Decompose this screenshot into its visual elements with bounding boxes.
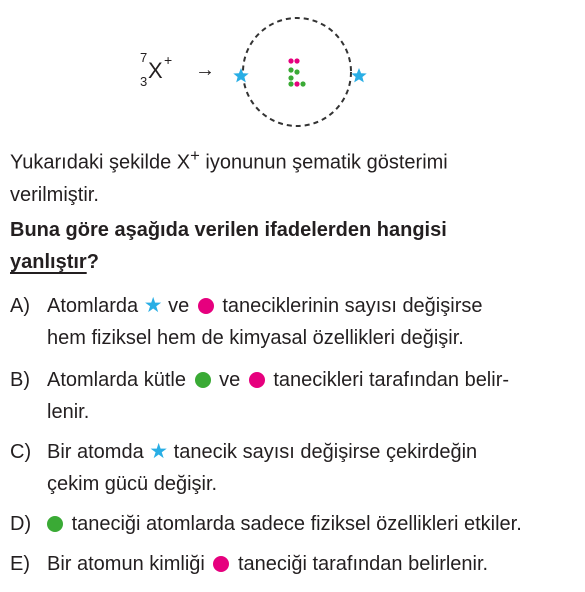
stem-text: Yukarıdaki şekilde X	[10, 151, 191, 174]
stem-text: iyonunun şematik gösterimi	[199, 151, 448, 174]
proton-dot	[294, 58, 299, 63]
option-text: lenir.	[47, 401, 90, 423]
ion-figure	[0, 0, 585, 140]
mass-number: 7	[140, 50, 148, 65]
star-icon: ★	[143, 294, 163, 317]
pink-dot-icon	[249, 372, 265, 388]
question-text: Buna göre aşağıda verilen ifadelerden hangisi	[10, 219, 447, 241]
neutron-dot	[288, 81, 293, 86]
option-text: tanecik sayısı değişirse çekirdeğin	[173, 441, 478, 463]
electron-star-left	[233, 68, 248, 82]
option-e[interactable]	[10, 548, 565, 580]
proton-dot	[288, 58, 293, 63]
electron-star-right	[351, 68, 366, 82]
green-dot-icon	[47, 516, 63, 532]
option-text: Bir atomun kimliği	[47, 553, 205, 575]
option-d[interactable]	[10, 508, 565, 540]
stem-text: verilmiştir.	[10, 183, 99, 206]
question-prompt	[10, 214, 570, 278]
star-icon: ★	[149, 440, 169, 463]
option-label: E)	[10, 553, 30, 575]
option-text: Atomlarda kütle	[47, 369, 186, 391]
arrow-icon: →	[195, 59, 215, 81]
option-a[interactable]	[10, 290, 565, 354]
option-label: A)	[10, 295, 30, 317]
question-stem	[10, 140, 565, 211]
option-text: taneciği atomlarda sadece fiziksel özellikleri etkiler.	[71, 513, 522, 535]
option-text: Bir atomda	[47, 441, 144, 463]
neutron-dot	[288, 75, 293, 80]
option-text: taneciklerinin sayısı değişirse	[222, 295, 483, 317]
nuclide-notation	[135, 50, 195, 100]
atomic-number: 3	[140, 74, 148, 89]
atom-diagram	[225, 10, 375, 135]
nucleus	[288, 58, 305, 86]
option-text: taneciği tarafından belirlenir.	[237, 553, 489, 575]
option-text: çekim gücü değişir.	[47, 473, 218, 495]
question-mark: ?	[86, 251, 99, 273]
option-c[interactable]	[10, 436, 565, 500]
ion-charge: +	[164, 52, 173, 68]
option-text: ve	[219, 369, 241, 391]
option-label: C)	[10, 441, 32, 463]
neutron-dot	[288, 67, 293, 72]
option-text: ve	[168, 295, 190, 317]
green-dot-icon	[195, 372, 211, 388]
pink-dot-icon	[213, 556, 229, 572]
element-symbol: X	[148, 58, 163, 83]
neutron-dot	[300, 81, 305, 86]
option-text: tanecikleri tarafından belir-	[273, 369, 510, 391]
option-label: D)	[10, 513, 32, 535]
stem-superscript: +	[190, 146, 200, 165]
neutron-dot	[294, 69, 299, 74]
option-b[interactable]	[10, 364, 565, 428]
option-text: hem fiziksel hem de kimyasal özellikleri değişir.	[47, 327, 464, 349]
pink-dot-icon	[198, 298, 214, 314]
option-label: B)	[10, 369, 30, 391]
question-underlined: yanlıştır	[10, 251, 87, 273]
proton-dot	[294, 81, 299, 86]
option-text: Atomlarda	[47, 295, 139, 317]
